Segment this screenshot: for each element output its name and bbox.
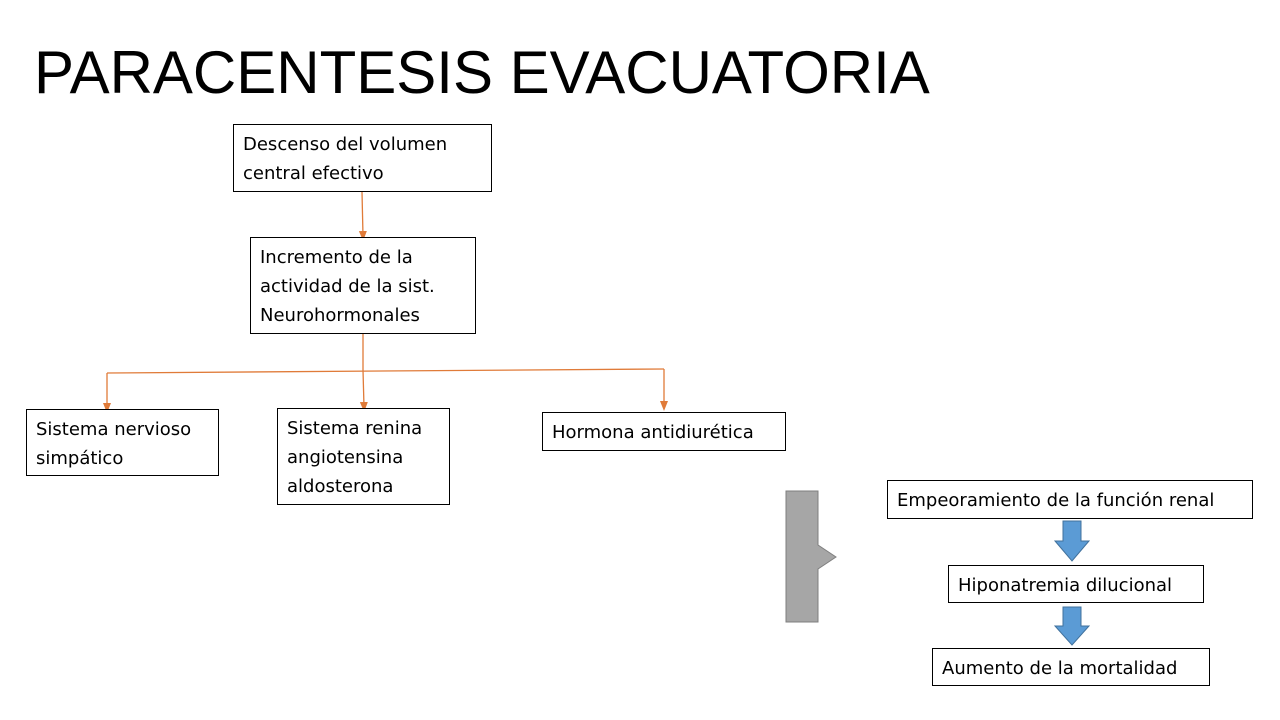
connector-bus xyxy=(107,369,664,373)
node-empeoramiento-funcion-renal: Empeoramiento de la función renal xyxy=(887,480,1253,519)
node-sistema-renina: Sistema renina angiotensina aldosterona xyxy=(277,408,450,505)
node-descenso-volumen: Descenso del volumen central efectivo xyxy=(233,124,492,192)
connector-descenso-incremento xyxy=(362,192,363,236)
node-aumento-mortalidad: Aumento de la mortalidad xyxy=(932,648,1210,686)
node-hormona-antidiuretica: Hormona antidiurética xyxy=(542,412,786,451)
connector-to-renina xyxy=(363,370,364,407)
gray-right-block-arrow-icon xyxy=(786,491,836,622)
blue-down-arrow-icon xyxy=(1055,521,1089,561)
node-sistema-nervioso-simpatico: Sistema nervioso simpático xyxy=(26,409,219,476)
slide-title: PARACENTESIS EVACUATORIA xyxy=(34,39,930,106)
node-hiponatremia-dilucional: Hiponatremia dilucional xyxy=(948,565,1204,603)
node-incremento-actividad: Incremento de la actividad de la sist. Neurohormonales xyxy=(250,237,476,334)
blue-down-arrow-icon xyxy=(1055,607,1089,645)
